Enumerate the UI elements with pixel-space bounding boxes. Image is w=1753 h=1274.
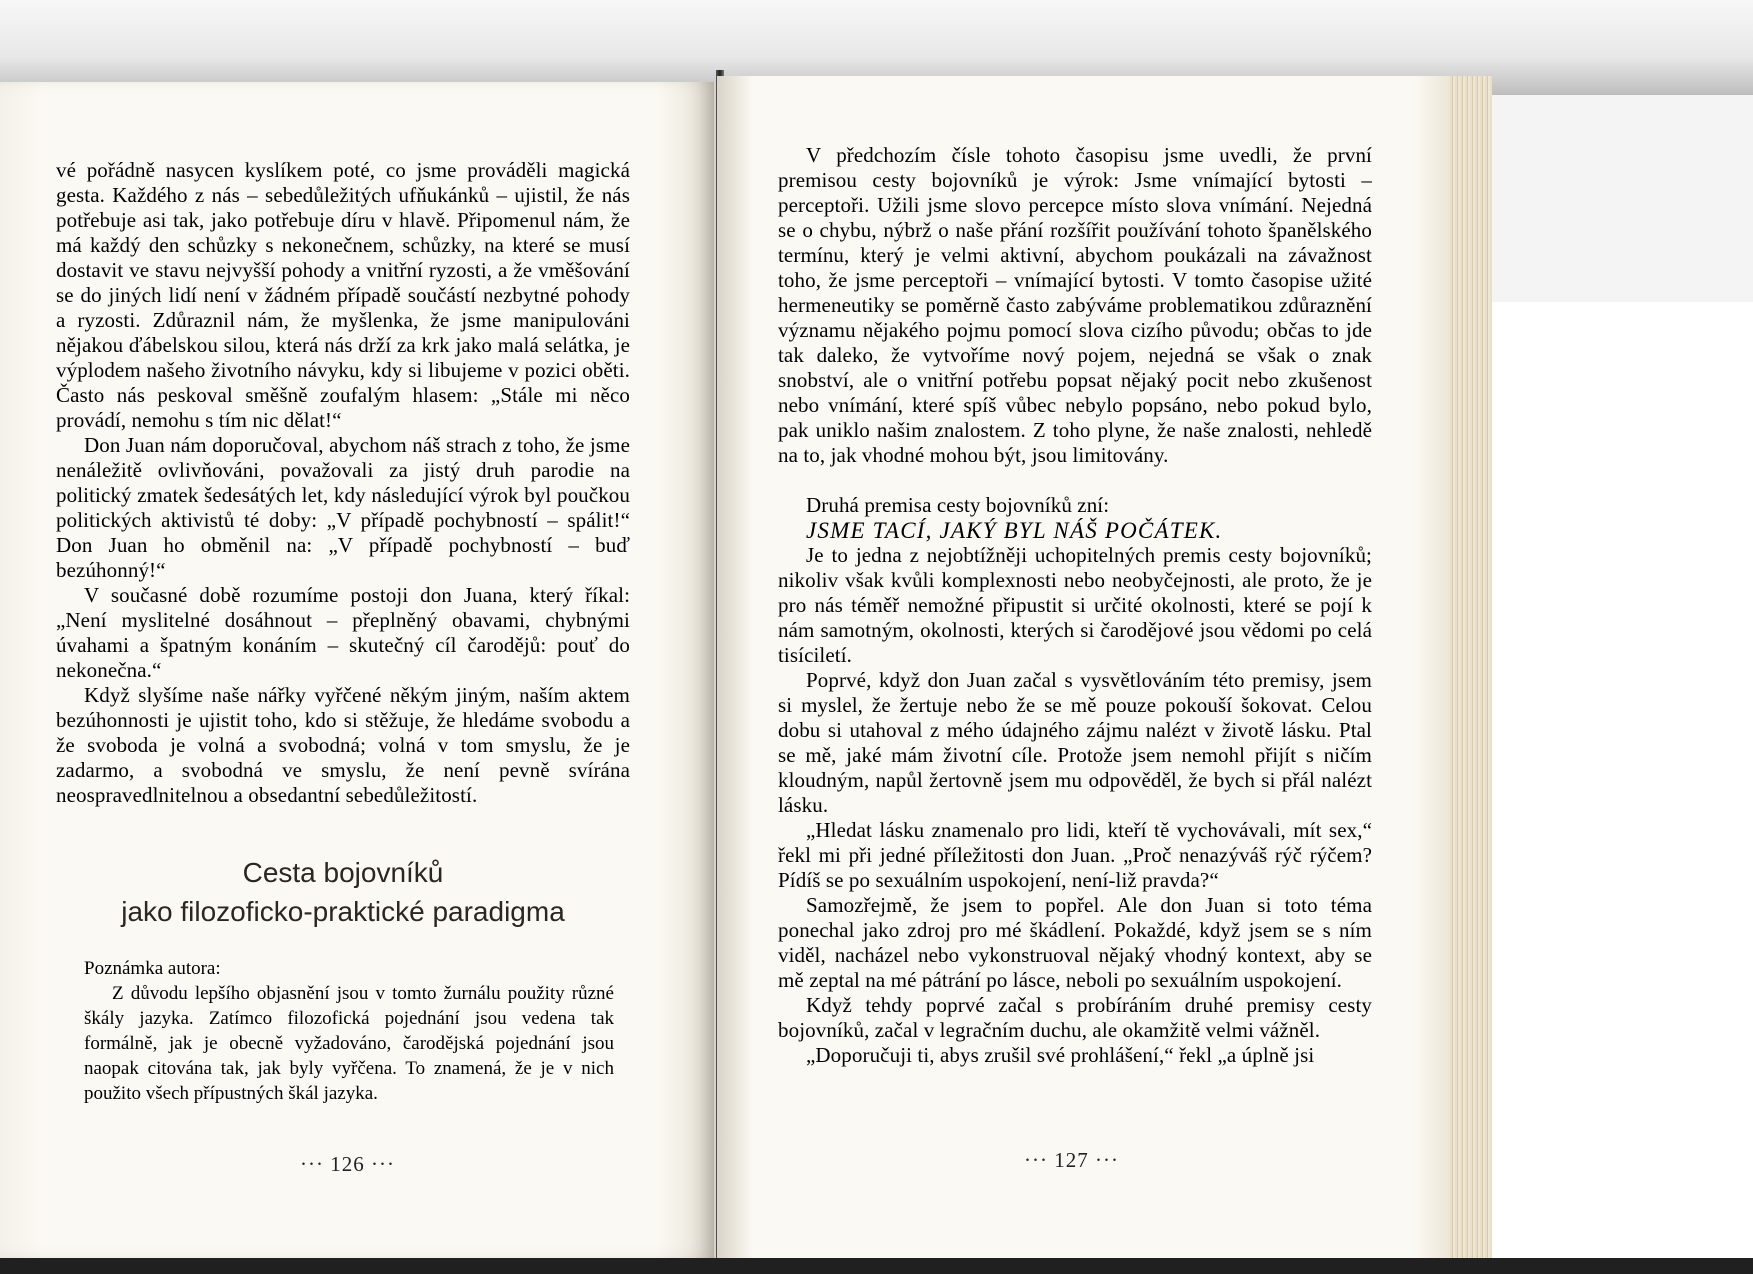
scan-bottom-strip [0, 1258, 1753, 1274]
paragraph: „Doporučuji ti, abys zrušil své prohlášení,“ řekl „a úplně jsi [806, 1043, 1315, 1067]
scan-background-paper [1490, 302, 1753, 1274]
author-note-title: Poznámka autora: [84, 958, 221, 979]
author-note-text: Z důvodu lepšího objasnění jsou v tomto žurnálu použity různé škály jazyka. Zatímco filozofická pojednání jsou vedena tak formálně, jak je obecně vyžadováno, čarodějská pojednání jsou naopak citována tak, jak byly vyřčena. To znamená, že je v nich použito všech přípustných škál jazyka. [84, 983, 614, 1104]
paragraph: Don Juan nám doporučoval, abychom náš strach z toho, že jsme nenáležitě ovlivňováni, považovali za jistý druh parodie na politický zmatek šedesátých let, kdy následující výrok byl poučkou politických aktivistů té doby: „V případě pochybností – spálit!“ Don Juan ho obměnil na: „V případě pochybností – buď bezúhonný!“ [56, 433, 630, 582]
page-number-right: ··· 127 ··· [1024, 1148, 1119, 1172]
left-page-body [56, 158, 630, 808]
paragraph: Poprvé, když don Juan začal s vysvětlováním této premisy, jsem si myslel, že žertuje nebo že se mě pouze pokouší šokovat. Celou dobu si utahoval z mého údajného zájmu nalézt v životě lásku. Ptal se mě, jaké mám životní cíle. Protože jsem nemohl přijít s ničím kloudným, napůl žertovně jsem mu odpověděl, že bych si přál nalézt lásku. [778, 668, 1372, 817]
paragraph: V předchozím čísle tohoto časopisu jsme uvedli, že první premisou cesty bojovníků je výrok: Jsme vnímající bytosti – perceptoři. Užili jsme slovo percepce místo slova vnímání. Nejedná se o chybu, nýbrž o naše přání rozšířit používání tohoto španělského termínu, který je velmi aktivní, abychom poukázali na závažnost toho, že jsme perceptoři – vnímající bytosti. V tomto časopise užité hermeneutiky se poměrně často zabýváme problematikou zdůraznění významu nějakého pojmu pomocí slova cizího původu; občas to jde tak daleko, že vytvoříme nový pojem, nejedná se však o znak snobství, ale o vnitřní potřebu popsat nějaký pocit nebo zkušenost nebo vnímání, které spíš vůbec nebylo popsáno, nebo pokud bylo, pak uniklo našim znalostem. Z toho plyne, že naše znalosti, nehledě na to, jak vhodné mohou být, jsou limitovány. [778, 143, 1372, 467]
paragraph: „Hledat lásku znamenalo pro lidi, kteří tě vychovávali, mít sex,“ řekl mi při jedné příležitosti don Juan. „Proč nenazýváš rýč rýčem? Pídíš se po sexuálním uspokojení, není-liž pravda?“ [778, 818, 1372, 892]
premise-statement: JSME TACÍ, JAKÝ BYL NÁŠ POČÁTEK. [806, 518, 1223, 543]
premise-intro: Druhá premisa cesty bojovníků zní: [806, 493, 1110, 517]
paragraph: Je to jedna z nejobtížněji uchopitelných premis cesty bojovníků; nikoliv však kvůli komplexnosti nebo neobyčejnosti, ale proto, že je pro nás téměř nemožné připustit si určité okolnosti, které se pojí k nám samotným, okolnosti, kterých si čarodějové jsou vědomi po celá tisíciletí. [778, 543, 1372, 667]
section-heading-line-2: jako filozoficko-praktické paradigma [121, 896, 565, 927]
paragraph: Samozřejmě, že jsem to popřel. Ale don Juan si toto téma ponechal jako zdroj pro mé škádlení. Pokaždé, když jsem se s ním viděl, nacházel nebo vykonstruoval nějaký vhodný kontext, aby se mě zeptal na mé pátrání po lásce, neboli po sexuálním uspokojení. [778, 893, 1372, 992]
paragraph: Když slyšíme naše nářky vyřčené někým jiným, naším aktem bezúhonnosti je ujistit toho, kdo si stěžuje, že hledáme svobodu a že svoboda je volná a svobodná; volná v tom smyslu, že je zadarmo, a svobodná ve smyslu, že není pevně svírána neospravedlnitelnou a obsedantní sebedůležitostí. [56, 683, 630, 807]
page-edges [1450, 76, 1492, 1258]
paragraph: vé pořádně nasycen kyslíkem poté, co jsme prováděli magická gesta. Každého z nás – sebedůležitých ufňukánků – ujistil, že nás potřebuje asi tak, jako potřebuje díru v hlavě. Připomenul nám, že má každý den schůzky s nekonečnem, schůzky, na které se musí dostavit ve stavu nejvyšší pohody a vnitřní ryzosti, a že vměšování se do jiných lidí není v žádném případě součástí nezbytné pohody a ryzosti. Zdůraznil nám, že myšlenka, že jsme manipulováni nějakou ďábelskou silou, která nás drží za krk jako malá selátka, je výplodem našeho životního návyku, kdy si libujeme v pozici oběti. Často nás peskoval směšně zoufalým hlasem: „Stále mi něco provádí, nemohu s tím nic dělat!“ [56, 158, 630, 432]
author-note [84, 956, 614, 1106]
paragraph: V současné době rozumíme postoji don Juana, který říkal: „Není myslitelné dosáhnout – přeplněný obavami, chybnými úvahami a špatným konáním – skutečný cíl čarodějů: pouť do nekonečna.“ [56, 583, 630, 682]
paragraph: Když tehdy poprvé začal s probíráním druhé premisy cesty bojovníků, začal v legračním duchu, ale okamžitě velmi vážněl. [778, 993, 1372, 1042]
page-number-left: ··· 126 ··· [300, 1152, 395, 1176]
right-page-body [778, 143, 1372, 1068]
section-heading-line-1: Cesta bojovníků [242, 857, 444, 888]
